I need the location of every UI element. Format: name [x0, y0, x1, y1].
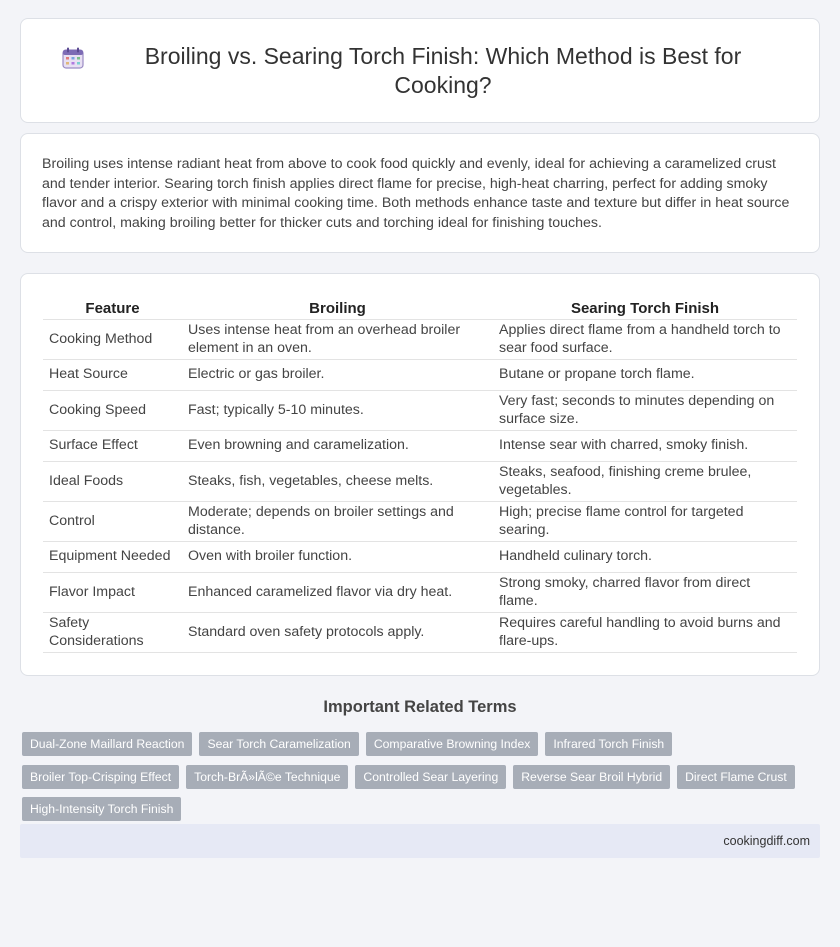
table-row — [43, 462, 797, 502]
comparison-table — [43, 298, 797, 653]
header-broiling: Broiling — [182, 298, 493, 320]
table-cell-torch: Steaks, seafood, finishing creme brulee, vegetables. — [493, 462, 797, 502]
table-cell-torch: High; precise flame control for targeted searing. — [493, 502, 797, 542]
table-row — [43, 613, 797, 653]
header-searing-torch: Searing Torch Finish — [493, 298, 797, 320]
table-cell-feature: Equipment Needed — [43, 542, 182, 573]
table-cell-feature: Cooking Method — [43, 320, 182, 360]
table-cell-broiling: Steaks, fish, vegetables, cheese melts. — [182, 462, 493, 502]
table-cell-torch: Handheld culinary torch. — [493, 542, 797, 573]
table-cell-torch: Intense sear with charred, smoky finish. — [493, 431, 797, 462]
intro-card — [20, 133, 820, 253]
table-row — [43, 320, 797, 360]
page-title: Broiling vs. Searing Torch Finish: Which Method is Best for Cooking? — [144, 42, 742, 98]
term-tag[interactable]: Broiler Top-Crisping Effect — [22, 765, 179, 789]
calendar-icon — [61, 46, 85, 70]
table-row — [43, 573, 797, 613]
table-row — [43, 391, 797, 431]
footer — [20, 824, 820, 858]
table-cell-broiling: Moderate; depends on broiler settings and distance. — [182, 502, 493, 542]
term-tag[interactable]: Infrared Torch Finish — [545, 732, 672, 756]
table-cell-torch: Strong smoky, charred flavor from direct flame. — [493, 573, 797, 613]
table-cell-broiling: Uses intense heat from an overhead broiler element in an oven. — [182, 320, 493, 360]
related-terms-heading: Important Related Terms — [323, 698, 517, 716]
footer-site-link[interactable]: cookingdiff.com — [723, 834, 810, 848]
table-cell-torch: Butane or propane torch flame. — [493, 360, 797, 391]
comparison-table-card — [20, 273, 820, 676]
table-cell-torch: Applies direct flame from a handheld torch to sear food surface. — [493, 320, 797, 360]
table-cell-torch: Very fast; seconds to minutes depending on surface size. — [493, 391, 797, 431]
table-cell-broiling: Electric or gas broiler. — [182, 360, 493, 391]
table-cell-broiling: Even browning and caramelization. — [182, 431, 493, 462]
term-tag[interactable]: Torch-BrÃ»lÃ©e Technique — [186, 765, 348, 789]
table-cell-feature: Surface Effect — [43, 431, 182, 462]
term-tag[interactable]: High-Intensity Torch Finish — [22, 797, 181, 821]
table-cell-feature: Control — [43, 502, 182, 542]
table-cell-torch: Requires careful handling to avoid burns and flare-ups. — [493, 613, 797, 653]
table-cell-broiling: Fast; typically 5-10 minutes. — [182, 391, 493, 431]
table-cell-feature: Safety Considerations — [43, 613, 182, 653]
table-cell-broiling: Standard oven safety protocols apply. — [182, 613, 493, 653]
table-row — [43, 502, 797, 542]
table-cell-feature: Heat Source — [43, 360, 182, 391]
table-cell-feature: Ideal Foods — [43, 462, 182, 502]
term-tag[interactable]: Comparative Browning Index — [366, 732, 539, 756]
table-cell-broiling: Enhanced caramelized flavor via dry heat. — [182, 573, 493, 613]
table-header-row — [43, 298, 797, 320]
header-feature: Feature — [43, 298, 182, 320]
term-tag[interactable]: Controlled Sear Layering — [355, 765, 506, 789]
table-cell-feature: Cooking Speed — [43, 391, 182, 431]
table-row — [43, 542, 797, 573]
table-cell-feature: Flavor Impact — [43, 573, 182, 613]
table-row — [43, 360, 797, 391]
related-terms-list — [22, 732, 818, 822]
term-tag[interactable]: Direct Flame Crust — [677, 765, 795, 789]
table-row — [43, 431, 797, 462]
header — [61, 42, 779, 100]
table-cell-broiling: Oven with broiler function. — [182, 542, 493, 573]
header-card — [20, 18, 820, 123]
term-tag[interactable]: Dual-Zone Maillard Reaction — [22, 732, 192, 756]
term-tag[interactable]: Reverse Sear Broil Hybrid — [513, 765, 670, 789]
term-tag[interactable]: Sear Torch Caramelization — [199, 732, 358, 756]
intro-text: Broiling uses intense radiant heat from above to cook food quickly and evenly, ideal for achieving a caramelized crust and tender interior. Searing torch finish applies direct flame for precise, high-heat charring, perfect for adding smoky flavor and a crispy exterior with minimal cooking time. Both methods enhance taste and texture but differ in heat source and control, making broiling better for thicker cuts and torching ideal for finishing touches. — [42, 156, 790, 231]
